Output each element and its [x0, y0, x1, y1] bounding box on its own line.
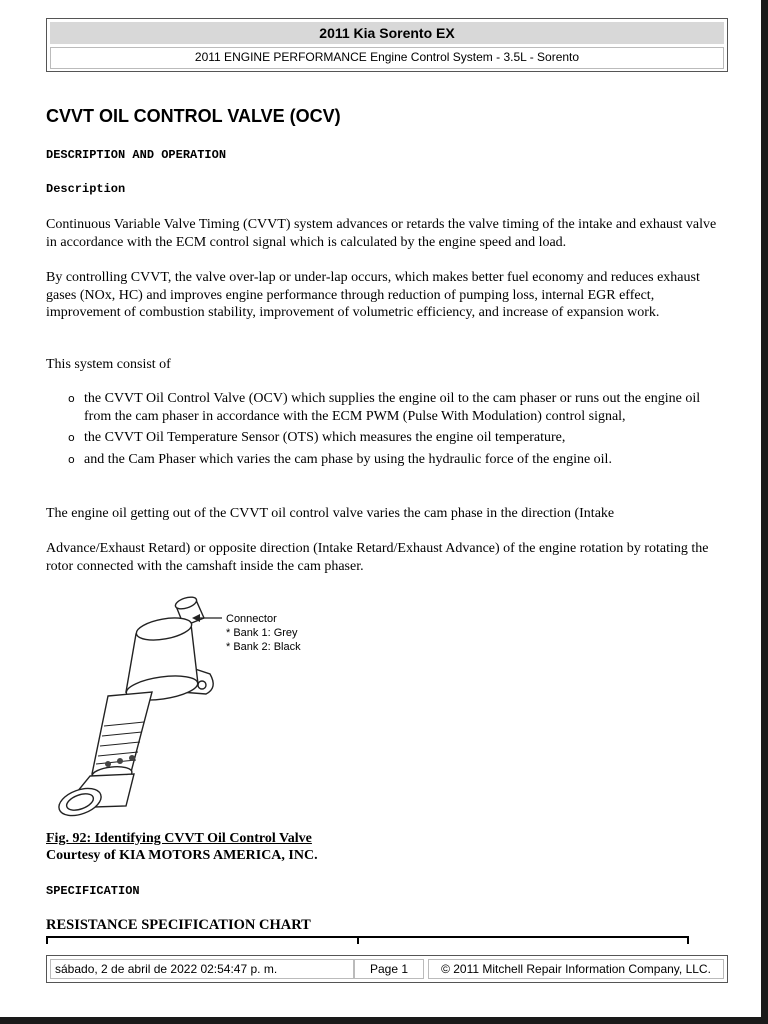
- footer-page-number: Page 1: [354, 959, 424, 979]
- connector-label: Connector: [226, 613, 277, 625]
- paragraph-system-consist: This system consist of: [46, 357, 171, 372]
- bank2-label: * Bank 2: Black: [226, 641, 301, 653]
- paragraph-rotation: Advance/Exhaust Retard) or opposite direction (Intake Retard/Exhaust Advance) of the engine rotation by rotating the rotor connected with the camshaft inside the cam phaser.: [46, 541, 709, 574]
- chart-top-rule: [46, 936, 689, 938]
- paragraph-cvvt-intro: Continuous Variable Valve Timing (CVVT) system advances or retards the valve timing of the intake and exhaust valve in accordance with the ECM control signal which is calculated by the engine speed and load.: [46, 217, 717, 250]
- resistance-chart-title: RESISTANCE SPECIFICATION CHART: [46, 917, 311, 933]
- page-title: CVVT OIL CONTROL VALVE (OCV): [46, 106, 341, 126]
- bullet-marker: o: [68, 392, 75, 405]
- section-heading: DESCRIPTION AND OPERATION: [46, 148, 227, 162]
- header-title: 2011 Kia Sorento EX: [50, 22, 724, 44]
- figure-courtesy: Courtesy of KIA MOTORS AMERICA, INC.: [46, 848, 318, 863]
- footer-date: sábado, 2 de abril de 2022 02:54:47 p. m.: [50, 959, 354, 979]
- list-item-text: the CVVT Oil Temperature Sensor (OTS) which measures the engine oil temperature,: [84, 430, 566, 445]
- component-list: [68, 390, 718, 472]
- list-item: [68, 451, 718, 469]
- bank1-label: * Bank 1: Grey: [226, 627, 298, 639]
- sub-heading: Description: [46, 182, 126, 196]
- oil-control-valve-illustration: [46, 596, 316, 826]
- chart-column-divider: [357, 936, 359, 944]
- paragraph-oil-flow: The engine oil getting out of the CVVT oil control valve varies the cam phase in the direction (Intake: [46, 506, 615, 521]
- ocv-figure: [46, 596, 316, 826]
- figure-caption-block: [46, 830, 318, 864]
- list-item: [68, 429, 718, 447]
- page-footer: [46, 955, 728, 983]
- footer-copyright: © 2011 Mitchell Repair Information Company, LLC.: [428, 959, 724, 979]
- bullet-marker: o: [68, 431, 75, 444]
- chart-column-divider: [46, 936, 48, 944]
- list-item-text: the CVVT Oil Control Valve (OCV) which supplies the engine oil to the cam phaser or runs out the engine oil from the cam phaser in accordance with the ECM PWM (Pulse With Modulation) control signal,: [84, 391, 701, 424]
- paragraph-cvvt-benefits: By controlling CVVT, the valve over-lap or under-lap occurs, which makes better fuel economy and reduces exhaust gases (NOx, HC) and improves engine performance through reduction of pumping loss, internal EGR effect, improvement of combustion stability, improvement of volumetric efficiency, and increase of expansion work.: [46, 270, 700, 320]
- chart-column-divider: [687, 936, 689, 944]
- header-subtitle: 2011 ENGINE PERFORMANCE Engine Control System - 3.5L - Sorento: [50, 47, 724, 69]
- list-item: [68, 390, 718, 425]
- figure-caption: Fig. 92: Identifying CVVT Oil Control Valve: [46, 831, 312, 846]
- bullet-marker: o: [68, 452, 75, 466]
- document-header: [46, 18, 728, 72]
- list-item-text: and the Cam Phaser which varies the cam phase by using the hydraulic force of the engine oil.: [84, 451, 612, 467]
- specification-heading: SPECIFICATION: [46, 884, 140, 898]
